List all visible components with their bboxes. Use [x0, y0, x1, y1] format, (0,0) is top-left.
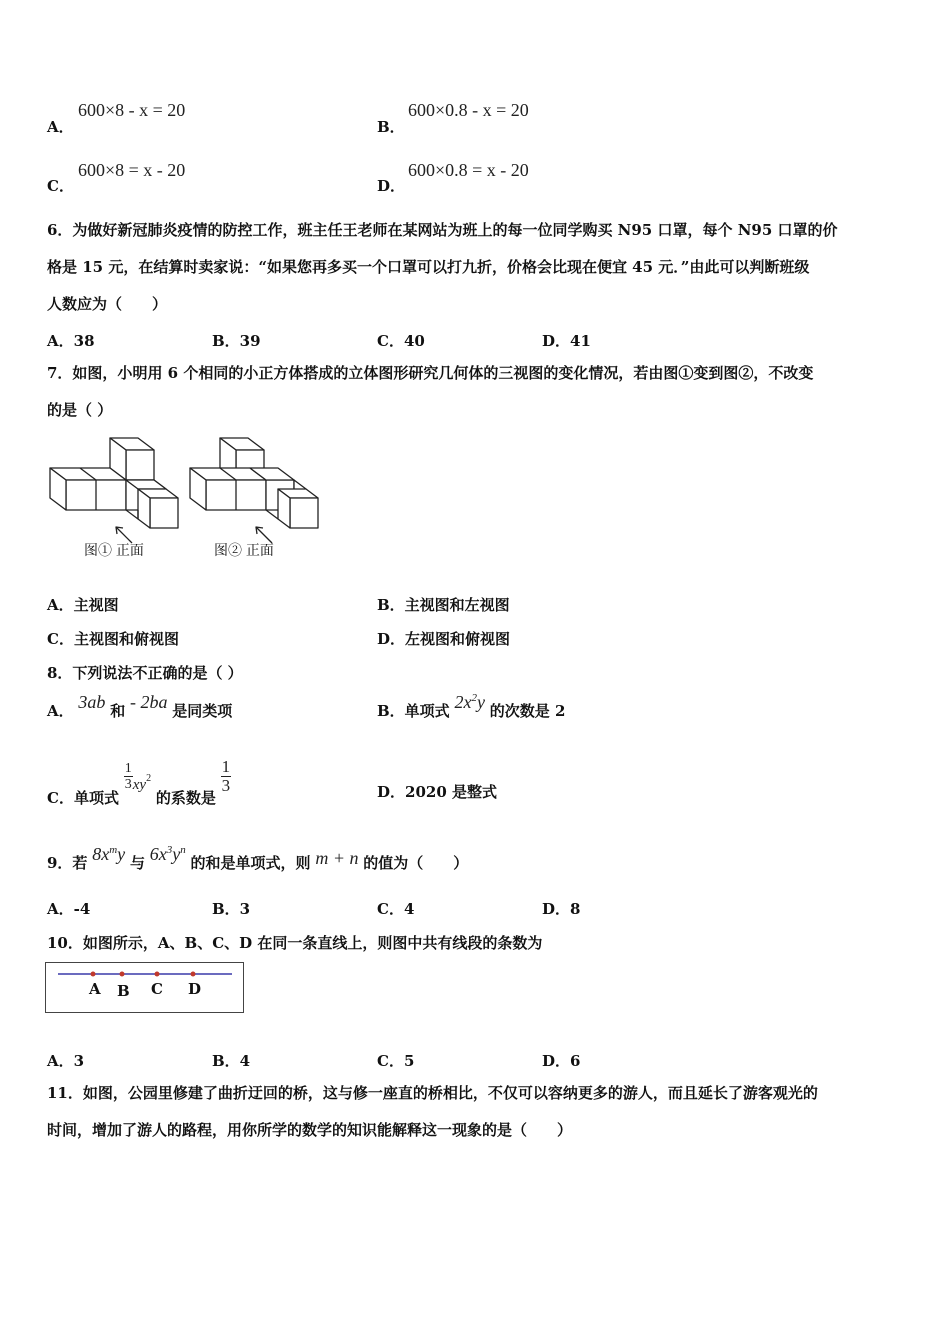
q9-t2-var: y: [172, 844, 181, 864]
q8-a-tail: 是同类项: [172, 702, 233, 720]
q10-option-a: A．3: [47, 1052, 85, 1070]
q8-c-rnum: 1: [221, 757, 231, 776]
q9-option-d: D．8: [542, 900, 581, 918]
q9-stem: [47, 844, 469, 873]
figure1-cubes: [50, 438, 178, 543]
q9-t2-base: 6x: [149, 844, 167, 864]
q8-b-exp: 2: [471, 692, 477, 704]
q8-option-b: [377, 692, 566, 721]
q8-b-coef: 2x: [454, 692, 472, 712]
q7-option-c: C．主视图和俯视图: [47, 630, 179, 648]
q7-figure: [44, 432, 329, 562]
q7-option-d: D．左视图和俯视图: [377, 630, 511, 648]
q6-option-a: A．38: [47, 332, 95, 350]
q8-c-den: 3: [124, 777, 132, 792]
q10-figure: [45, 962, 244, 1013]
q9-tail: 的值为（ ）: [363, 854, 469, 872]
q9-t1-base: 8x: [92, 844, 110, 864]
q8-option-a: [47, 692, 233, 721]
q8-option-d: D．2020 是整式: [377, 783, 497, 801]
q8-a-term1: 3ab: [78, 692, 106, 712]
q6-stem-line3: 人数应为（ ）: [47, 295, 168, 313]
q5-option-d-letter: D．: [377, 177, 406, 195]
q8-c-mid: 的系数是: [155, 788, 216, 807]
q7-option-a: A．主视图: [47, 596, 119, 614]
q5-option-b-expr: 600×0.8 - x = 20: [408, 100, 529, 120]
q7-option-b: B．主视图和左视图: [377, 596, 510, 614]
q8-option-c: [47, 757, 231, 807]
q8-b-prefix: B．单项式: [377, 702, 450, 720]
q10-option-c: C．5: [377, 1052, 415, 1070]
q9-t1-exp: m: [109, 844, 118, 856]
q9-mid: 的和是单项式，则: [190, 854, 311, 872]
q10-option-b: B．4: [212, 1052, 251, 1070]
q10-stem: 10．如图所示，A、B、C、D 在同一条直线上，则图中共有线段的条数为: [47, 934, 543, 952]
q10-option-d: D．6: [542, 1052, 581, 1070]
q10-point-d-label: D: [188, 980, 202, 998]
q8-c-coef-fraction: [124, 761, 133, 792]
q10-point-a-label: A: [89, 980, 101, 998]
q8-c-var: xy: [132, 776, 147, 793]
q9-option-b: B．3: [212, 900, 251, 918]
q8-b-monomial: [454, 692, 485, 712]
q9-with: 与: [129, 854, 145, 872]
q8-stem: 8．下列说法不正确的是（ ）: [47, 664, 243, 682]
q8-b-tail: 的次数是 2: [489, 702, 566, 720]
q11-stem-line2: 时间，增加了游人的路程，用你所学的数学的知识能解释这一现象的是（ ）: [47, 1121, 573, 1139]
q6-option-d: D．41: [542, 332, 591, 350]
point-c-dot: [155, 972, 160, 977]
q5-option-c-expr: 600×8 = x - 20: [78, 160, 186, 180]
point-b-dot: [120, 972, 125, 977]
q9-prefix: 9．若: [47, 854, 88, 872]
q8-a-letter: A．: [47, 702, 74, 720]
q6-stem-line2: 格是 15 元，在结算时卖家说：“如果您再多买一个口罩可以打九折，价格会比现在便宜 45 元．”由此可以判断班级: [47, 258, 810, 276]
q5-option-c-letter: C．: [47, 177, 74, 195]
q10-point-b-label: B: [117, 982, 130, 1000]
q8-a-term2: - 2ba: [130, 692, 168, 712]
q9-term2: [150, 844, 186, 864]
figure2-cubes: [190, 438, 318, 543]
q11-stem-line1: 11．如图，公园里修建了曲折迂回的桥，这与修一座直的桥相比，不仅可以容纳更多的游人，而且延长了游客观光的: [47, 1084, 818, 1102]
q5-option-b-letter: B．: [377, 118, 405, 136]
q9-option-a: A．-4: [47, 900, 91, 918]
q8-c-num: 1: [124, 761, 132, 776]
q7-fig2-caption: 图② 正面: [214, 542, 274, 558]
q8-c-result-fraction: [221, 758, 232, 795]
q8-c-rden: 3: [221, 776, 231, 795]
q9-t2-exp2: n: [180, 844, 186, 856]
q7-stem-line1: 7．如图，小明用 6 个相同的小正方体搭成的立体图形研究几何体的三视图的变化情况，若由图①变到图②，不改变: [47, 364, 814, 382]
q10-point-c-label: C: [151, 980, 163, 998]
q8-b-var: y: [476, 692, 485, 712]
q9-term1: [92, 844, 125, 864]
q5-option-a-expr: 600×8 - x = 20: [78, 100, 186, 120]
q8-c-exp: 2: [146, 772, 152, 784]
q8-c-prefix: C．单项式: [47, 788, 119, 807]
q8-a-and: 和: [110, 702, 126, 720]
q9-sum: m + n: [315, 848, 359, 868]
q5-option-a-letter: A．: [47, 118, 74, 136]
q6-option-c: C．40: [377, 332, 425, 350]
q6-option-b: B．39: [212, 332, 261, 350]
point-d-dot: [191, 972, 196, 977]
q5-option-d-expr: 600×0.8 = x - 20: [408, 160, 529, 180]
q7-fig1-caption: 图① 正面: [84, 542, 144, 558]
q10-line-diagram: [46, 963, 243, 1012]
point-a-dot: [91, 972, 96, 977]
q6-stem-line1: 6．为做好新冠肺炎疫情的防控工作，班主任王老师在某网站为班上的每一位同学购买 N95 口罩，每个 N95 口罩的价: [47, 221, 838, 239]
q9-t2-exp: 3: [166, 844, 173, 856]
q9-t1-var: y: [117, 844, 126, 864]
q9-option-c: C．4: [377, 900, 415, 918]
q7-stem-line2: 的是（ ）: [47, 401, 113, 419]
